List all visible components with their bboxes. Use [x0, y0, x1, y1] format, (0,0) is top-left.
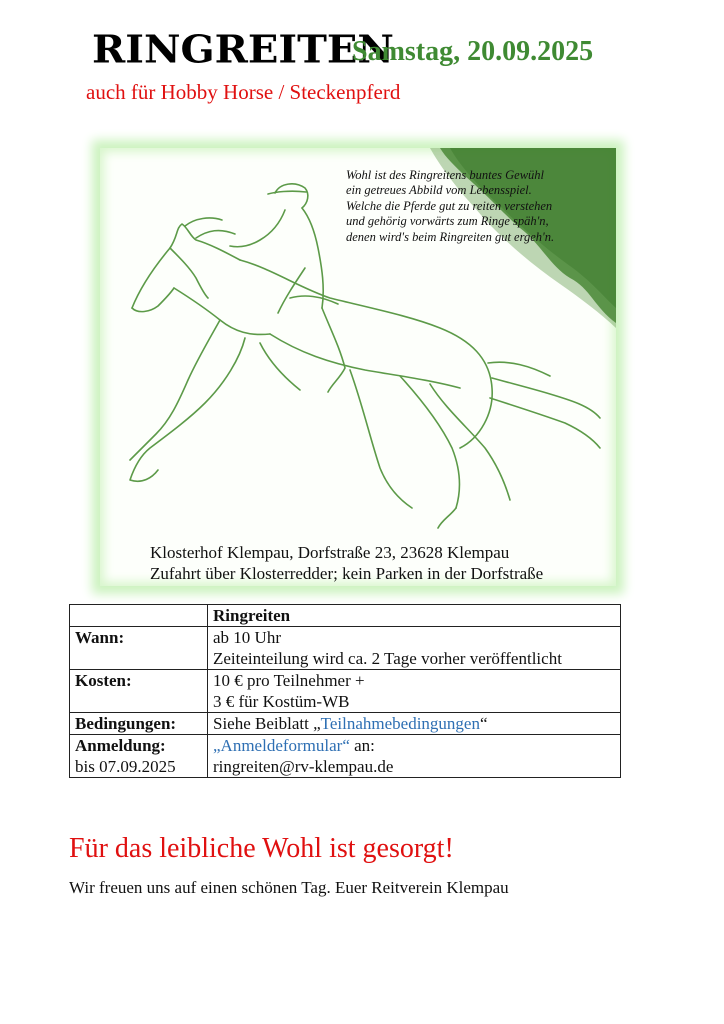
catering-note: Für das leibliche Wohl ist gesorgt! [69, 833, 454, 864]
anmeldung-suffix: an: [349, 736, 375, 755]
kosten-value [208, 670, 621, 713]
anmeldung-email: ringreiten@rv-klempau.de [213, 757, 394, 776]
poem-line: denen wird's beim Ringreiten gut ergeh'n. [346, 229, 555, 244]
wann-line: Zeiteinteilung wird ca. 2 Tage vorher veröffentlicht [213, 649, 562, 668]
poem-line: Welche die Pferde gut zu reiten verstehen [346, 198, 553, 213]
info-table [69, 604, 621, 778]
table-header: Ringreiten [208, 605, 621, 627]
teilnahmebedingungen-link[interactable]: Teilnahmebedingungen [320, 714, 480, 733]
closing-note: Wir freuen uns auf einen schönen Tag. Euer Reitverein Klempau [69, 878, 509, 897]
table-row-anmeldung [70, 735, 621, 778]
wann-label: Wann: [70, 627, 208, 670]
subtitle: auch für Hobby Horse / Steckenpferd [86, 80, 401, 104]
event-date: Samstag, 20.09.2025 [352, 36, 594, 67]
anmeldeformular-link[interactable]: „Anmeldeformular“ [213, 736, 350, 755]
bedingungen-suffix: “ [479, 714, 488, 733]
page-title: RINGREITEN [92, 27, 394, 72]
anmeldung-label: Anmeldung: [75, 736, 166, 755]
kosten-label: Kosten: [70, 670, 208, 713]
wann-value [208, 627, 621, 670]
poem [346, 168, 606, 245]
kosten-line: 3 € für Kostüm-WB [213, 692, 350, 711]
address-line: Klosterhof Klempau, Dorfstraße 23, 23628 Klempau [150, 543, 510, 562]
wann-line: ab 10 Uhr [213, 628, 281, 647]
poem-line: und gehörig vorwärts zum Ringe späh'n, [346, 214, 549, 229]
table-header-row [70, 605, 621, 627]
poem-line: ein getreues Abbild vom Lebensspiel. [346, 183, 532, 198]
anmeldung-deadline: bis 07.09.2025 [75, 757, 176, 776]
table-row-kosten [70, 670, 621, 713]
anmeldung-label-cell [70, 735, 208, 778]
bedingungen-prefix: Siehe Beiblatt „ [213, 714, 321, 733]
illustration-panel [100, 148, 616, 586]
table-row-wann [70, 627, 621, 670]
address-line: Zufahrt über Klosterredder; kein Parken in der Dorfstraße [150, 564, 544, 583]
bedingungen-value [208, 713, 621, 735]
kosten-line: 10 € pro Teilnehmer + [213, 671, 365, 690]
address [150, 542, 543, 584]
bedingungen-label: Bedingungen: [70, 713, 208, 735]
table-cell [70, 605, 208, 627]
anmeldung-value [208, 735, 621, 778]
poem-line: Wohl ist des Ringreitens buntes Gewühl [346, 168, 545, 182]
table-row-bedingungen [70, 713, 621, 735]
